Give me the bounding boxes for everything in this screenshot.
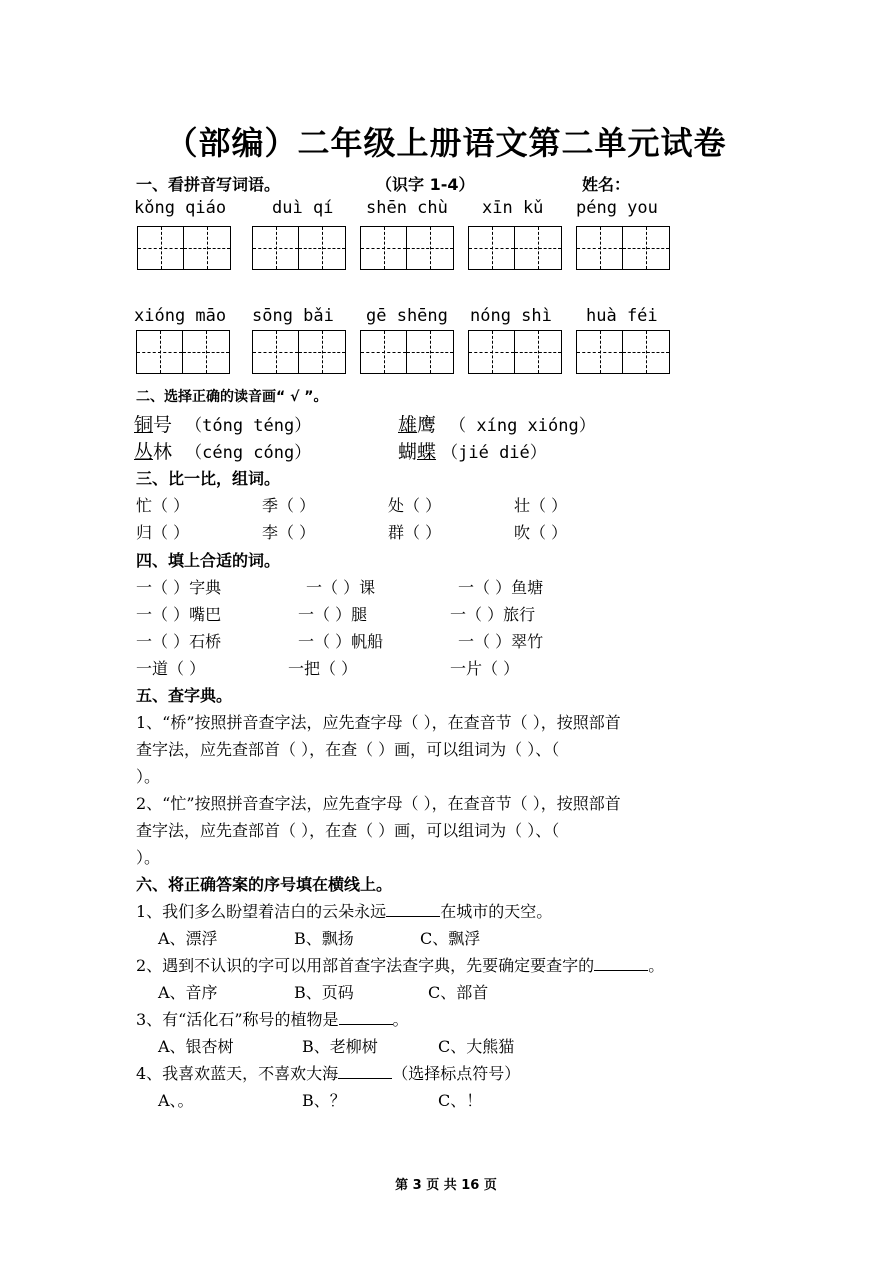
char: 蝴 — [398, 441, 418, 463]
pinyin-options[interactable]: （jié dié） — [441, 443, 547, 463]
dictionary-q2-line1[interactable]: 2、“忙”按照拼音查字法，应先查字母（ ），在查音节（ ），按照部首 — [136, 794, 621, 813]
compare-item[interactable]: 李（ ） — [262, 523, 316, 542]
fill-item[interactable]: 一把（ ） — [288, 659, 358, 678]
option[interactable]: A、漂浮 — [158, 929, 218, 948]
pronunciation-item-1 — [134, 410, 311, 437]
pronunciation-item-2 — [398, 410, 596, 437]
answer-blank[interactable] — [594, 954, 648, 971]
dictionary-q1-line2[interactable]: 查字法，应先查部首（ ），在查（ ）画，可以组词为（ ）、（ — [136, 740, 560, 759]
fill-item[interactable]: 一道（ ） — [136, 659, 206, 678]
char-underlined: 丛 — [134, 441, 154, 463]
section4-heading: 四、填上合适的词。 — [136, 551, 281, 570]
pinyin-2-5: huà féi — [586, 306, 658, 326]
pinyin-1-2: duì qí — [272, 198, 334, 218]
writing-box-5[interactable] — [576, 226, 670, 270]
compare-item[interactable]: 吹（ ） — [514, 523, 568, 542]
pronunciation-item-4 — [398, 437, 547, 464]
choice-q2 — [136, 953, 664, 976]
fill-item[interactable]: 一（ ）字典 — [136, 578, 222, 597]
writing-box-4[interactable] — [468, 226, 562, 270]
char-underlined: 雄 — [398, 414, 418, 436]
dictionary-q1-line3: ）。 — [136, 767, 161, 786]
section1-scope: （识字 1-4） — [376, 175, 475, 194]
char: 鹰 — [417, 414, 437, 436]
section2-heading: 二、选择正确的读音画“ √ ”。 — [136, 389, 328, 405]
question-text: 1、我们多么盼望着洁白的云朵永远 — [136, 902, 387, 921]
question-text: 3、有“活化石”称号的植物是 — [136, 1010, 339, 1029]
writing-box-9[interactable] — [468, 330, 562, 374]
question-text-end: （选择标点符号） — [392, 1064, 521, 1083]
fill-item[interactable]: 一（ ）腿 — [298, 605, 368, 624]
answer-blank[interactable] — [339, 1008, 393, 1025]
pinyin-2-2: sōng bǎi — [252, 306, 334, 326]
option[interactable]: C、飘浮 — [420, 929, 481, 948]
char-underlined: 蝶 — [417, 441, 437, 463]
pinyin-options[interactable]: （céng cóng） — [185, 443, 312, 463]
choice-q4 — [136, 1061, 520, 1084]
question-text-end: 。 — [392, 1010, 409, 1029]
pinyin-2-3: gē shēng — [366, 306, 448, 326]
answer-blank[interactable] — [338, 1062, 392, 1079]
char-underlined: 铜 — [134, 414, 154, 436]
compare-item[interactable]: 群（ ） — [388, 523, 442, 542]
choice-q3 — [136, 1007, 409, 1030]
writing-box-2[interactable] — [252, 226, 346, 270]
fill-item[interactable]: 一（ ）鱼塘 — [458, 578, 544, 597]
option[interactable]: C、大熊猫 — [438, 1037, 515, 1056]
compare-item[interactable]: 季（ ） — [262, 496, 316, 515]
page-footer: 第 3 页 共 16 页 — [395, 1178, 497, 1193]
writing-box-8[interactable] — [360, 330, 454, 374]
option[interactable]: B、？ — [302, 1091, 346, 1110]
section6-heading: 六、将正确答案的序号填在横线上。 — [136, 875, 393, 894]
compare-item[interactable]: 壮（ ） — [514, 496, 568, 515]
pinyin-1-1: kǒng qiáo — [134, 198, 227, 218]
fill-item[interactable]: 一（ ）课 — [306, 578, 376, 597]
option[interactable]: A、音序 — [158, 983, 218, 1002]
option[interactable]: B、页码 — [294, 983, 354, 1002]
compare-item[interactable]: 忙（ ） — [136, 496, 190, 515]
pinyin-1-4: xīn kǔ — [482, 198, 544, 218]
compare-item[interactable]: 处（ ） — [388, 496, 442, 515]
writing-box-1[interactable] — [137, 226, 231, 270]
option[interactable]: C、部首 — [428, 983, 489, 1002]
fill-item[interactable]: 一（ ）翠竹 — [458, 632, 544, 651]
pinyin-2-1: xióng māo — [134, 306, 227, 326]
section3-heading: 三、比一比，组词。 — [136, 469, 281, 488]
page-title: （部编）二年级上册语文第二单元试卷 — [165, 124, 727, 162]
writing-box-6[interactable] — [136, 330, 230, 374]
option[interactable]: B、飘扬 — [294, 929, 354, 948]
fill-item[interactable]: 一（ ）嘴巴 — [136, 605, 222, 624]
writing-box-3[interactable] — [360, 226, 454, 270]
answer-blank[interactable] — [386, 900, 440, 917]
fill-item[interactable]: 一片（ ） — [450, 659, 520, 678]
option[interactable]: C、！ — [438, 1091, 483, 1110]
writing-box-10[interactable] — [576, 330, 670, 374]
pinyin-options[interactable]: （tóng téng） — [185, 416, 312, 436]
pinyin-2-4: nóng shì — [470, 306, 552, 326]
pinyin-1-5: péng you — [576, 198, 658, 218]
compare-item[interactable]: 归（ ） — [136, 523, 190, 542]
pronunciation-item-3 — [134, 437, 311, 464]
fill-item[interactable]: 一（ ）旅行 — [450, 605, 536, 624]
pinyin-1-3: shēn chù — [366, 198, 448, 218]
question-text: 2、遇到不认识的字可以用部首查字法查字典，先要确定要查字的 — [136, 956, 595, 975]
question-text: 4、我喜欢蓝天，不喜欢大海 — [136, 1064, 339, 1083]
fill-item[interactable]: 一（ ）石桥 — [136, 632, 222, 651]
dictionary-q2-line2[interactable]: 查字法，应先查部首（ ），在查（ ）画，可以组词为（ ）、（ — [136, 821, 560, 840]
question-text-end: 在城市的天空。 — [440, 902, 553, 921]
dictionary-q2-line3: ）。 — [136, 848, 161, 867]
char: 林 — [153, 441, 173, 463]
name-label: 姓名： — [582, 175, 631, 194]
writing-box-7[interactable] — [252, 330, 346, 374]
section1-heading: 一、看拼音写词语。 — [136, 175, 281, 194]
option[interactable]: B、老柳树 — [302, 1037, 378, 1056]
question-text-end: 。 — [648, 956, 665, 975]
char: 号 — [153, 414, 173, 436]
fill-item[interactable]: 一（ ）帆船 — [298, 632, 384, 651]
option[interactable]: A、。 — [158, 1091, 194, 1110]
choice-q1 — [136, 899, 552, 922]
pinyin-options[interactable]: （ xíng xióng） — [449, 416, 596, 436]
dictionary-q1-line1[interactable]: 1、“桥”按照拼音查字法，应先查字母（ ），在查音节（ ），按照部首 — [136, 713, 621, 732]
section5-heading: 五、查字典。 — [136, 686, 233, 705]
option[interactable]: A、银杏树 — [158, 1037, 234, 1056]
